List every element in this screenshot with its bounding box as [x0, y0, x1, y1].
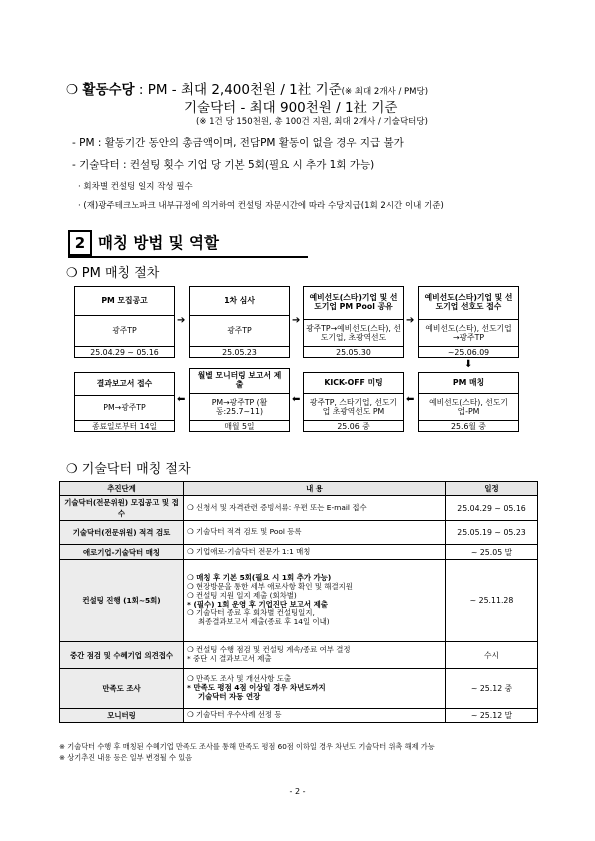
table-row: [60, 496, 538, 521]
schedule-cell: 25.05.19 ~ 05.23: [446, 521, 538, 545]
allowance-tech-note: (※ 1건 당 150천원, 총 100건 지원, 최대 2개사 / 기술닥터당): [196, 117, 428, 127]
content-line: ❍ 컨설팅 수행 점검 및 컨설팅 계속/종료 여부 결정: [187, 645, 351, 655]
content-line: 기술닥터 자동 연장: [198, 691, 261, 701]
circle-bullet-icon: ❍: [66, 82, 79, 98]
table-row: [60, 709, 538, 723]
pm-step-body: 예비선도(스타), 선도기업→광주TP: [425, 323, 512, 342]
content-line: ❍ 현장방문을 통한 세부 애로사항 확인 및 해결지원: [187, 581, 353, 591]
pm-step-body: PM→광주TP: [103, 403, 146, 413]
footnote-changes: ※ 상기추진 내용 등은 일부 변경될 수 있음: [59, 753, 193, 762]
content-cell: ❍ 기술닥터 적격 검토 및 Pool 등록: [184, 521, 446, 545]
stage-cell: 모니터링: [60, 709, 184, 723]
table-header-row: [60, 482, 538, 496]
allowance-pm-line: [66, 78, 428, 98]
pm-flow-heading: ❍ PM 매칭 절차: [66, 266, 160, 281]
pm-step-body: PM→광주TP (활동:25.7~11): [211, 397, 268, 416]
pm-step-date: 25.04.29 ~ 05.16: [75, 346, 174, 359]
pm-step-monthly-report: [189, 368, 290, 432]
pm-step-body: 광주TP, 스타기업, 선도기업 초광역선도 PM: [309, 397, 398, 416]
content-line: * 만족도 평점 4점 이상일 경우 차년도까지: [187, 683, 326, 693]
stage-cell: 기술닥터(전문위원) 적격 검토: [60, 521, 184, 545]
tech-flow-heading: ❍ 기술닥터 매칭 절차: [66, 462, 191, 477]
content-cell: ❍ 신청서 및 자격관련 증빙서류: 우편 또는 E-mail 접수: [184, 496, 446, 521]
stage-cell: 기술닥터(전문위원) 모집공고 및 접수: [60, 496, 184, 521]
tech-flow-table: [59, 481, 538, 723]
schedule-cell: 수시: [446, 642, 538, 669]
stage-cell: 만족도 조사: [60, 669, 184, 709]
section-title: 매칭 방법 및 역할: [98, 234, 220, 252]
schedule-cell: 25.04.29 ~ 05.16: [446, 496, 538, 521]
schedule-cell: ~ 25.05 말: [446, 545, 538, 560]
content-line: ❍ 만족도 조사 및 개선사항 도출: [187, 674, 292, 684]
pm-step-body: 예비선도(스타), 선도기업-PM: [429, 397, 508, 416]
pm-step-head: PM 매칭: [419, 373, 518, 394]
content-line: ❍ 기술닥터 종료 후 회차별 컨설팅일지,: [187, 608, 315, 618]
pm-step-head: PM 모집공고: [75, 287, 174, 316]
stage-cell: 애로기업-기술닥터 매칭: [60, 545, 184, 560]
column-header-stage: 추진단계: [60, 482, 184, 496]
column-header-schedule: 일정: [446, 482, 538, 496]
table-row: [60, 669, 538, 709]
allowance-label: 활동수당: [82, 82, 135, 98]
pm-step-head: 예비선도(스타)기업 및 선도기업 선호도 접수: [419, 287, 518, 320]
pm-step-final-report: [74, 372, 175, 432]
content-line: ❍ 컨설팅 지원 일지 제출 (회차별): [187, 590, 297, 600]
page-number: - 2 -: [289, 787, 306, 796]
content-cell: [184, 669, 446, 709]
allowance-note-payment: · (재)광주테크노파크 내부규정에 의거하여 컨설팅 자문시간에 따라 수당지급(1회 2시간 이내 기준): [78, 201, 444, 211]
table-row: [60, 521, 538, 545]
content-line: * (필수) 1회 운영 후 기업진단 보고서 제출: [187, 599, 328, 609]
content-cell: [184, 560, 446, 642]
arrow-right-icon: ➔: [292, 315, 301, 326]
pm-step-head: 1차 심사: [190, 287, 289, 316]
pm-step-date: 종료일로부터 14일: [75, 420, 174, 433]
arrow-left-icon: ⬅: [292, 394, 301, 405]
allowance-pm-note: (※ 최대 2개사 / PM당): [341, 87, 429, 97]
pm-step-date: 25.06 중: [304, 420, 403, 433]
pm-step-date: 25.05.23: [190, 346, 289, 359]
pm-step-date: 매월 5일: [190, 420, 289, 433]
schedule-cell: ~ 25.12 중: [446, 669, 538, 709]
content-cell: ❍ 기술닥터 우수사례 선정 등: [184, 709, 446, 723]
arrow-right-icon: ➔: [177, 315, 186, 326]
column-header-content: 내 용: [184, 482, 446, 496]
allowance-tech-line: 기술닥터 - 최대 900천원 / 1社 기준: [184, 100, 398, 116]
pm-step-date: ~25.06.09: [419, 346, 518, 359]
pm-step-date: 25.05.30: [304, 346, 403, 359]
pm-step-head: 예비선도(스타)기업 및 선도기업 PM Pool 공유: [304, 287, 403, 320]
pm-step-head: KICK-OFF 미팅: [304, 373, 403, 394]
pm-step-preference: [418, 286, 519, 358]
pm-step-kickoff: [303, 372, 404, 432]
pm-step-body: 광주TP: [112, 326, 137, 336]
pm-step-pool-share: [303, 286, 404, 358]
arrow-down-icon: ⬇: [464, 359, 473, 370]
allowance-tech-rule: - 기술닥터 : 컨설팅 횟수 기업 당 기본 5회(필요 시 추가 1회 가능): [72, 159, 375, 171]
content-line: 최종결과보고서 제출(종료 후 14일 이내): [198, 617, 330, 627]
pm-step-head: 결과보고서 접수: [75, 373, 174, 396]
arrow-left-icon: ⬅: [406, 394, 415, 405]
pm-step-head: 월별 모니터링 보고서 제출: [190, 369, 289, 394]
allowance-pm-rule: - PM : 활동기간 동안의 총금액이며, 전담PM 활동이 없을 경우 지급 불가: [72, 137, 404, 149]
allowance-note-journal: · 회차별 컨설팅 일지 작성 필수: [78, 182, 193, 192]
table-row: [60, 545, 538, 560]
pm-step-date: 25.6월 중: [419, 420, 518, 433]
table-row: [60, 642, 538, 669]
section-underline: [68, 256, 308, 258]
table-row: [60, 560, 538, 642]
arrow-right-icon: ➔: [406, 315, 415, 326]
pm-step-body: 광주TP→예비선도(스타), 선도기업, 초광역선도: [306, 323, 401, 342]
stage-cell: 중간 점검 및 수혜기업 의견접수: [60, 642, 184, 669]
section-number: 2: [68, 230, 92, 256]
content-line: * 중단 시 결과보고서 제출: [187, 654, 272, 663]
allowance-pm-text: : PM - 최대 2,400천원 / 1社 기준: [134, 82, 342, 98]
pm-step-recruit: [74, 286, 175, 358]
schedule-cell: ~ 25.11.28: [446, 560, 538, 642]
content-cell: [184, 642, 446, 669]
content-cell: ❍ 기업애로-기술닥터 전문가 1:1 매칭: [184, 545, 446, 560]
content-line: ❍ 매칭 후 기본 5회(필요 시 1회 추가 가능): [187, 572, 332, 582]
stage-cell: 컨설팅 진행 (1회~5회): [60, 560, 184, 642]
arrow-left-icon: ⬅: [177, 394, 186, 405]
pm-step-body: 광주TP: [227, 326, 252, 336]
schedule-cell: ~ 25.12 말: [446, 709, 538, 723]
pm-step-screening: [189, 286, 290, 358]
footnote-satisfaction: ※ 기술닥터 수행 후 매칭된 수혜기업 만족도 조사를 통해 만족도 평점 60점 이하일 경우 차년도 기술닥터 위촉 해제 가능: [59, 742, 435, 751]
pm-step-matching: [418, 372, 519, 432]
